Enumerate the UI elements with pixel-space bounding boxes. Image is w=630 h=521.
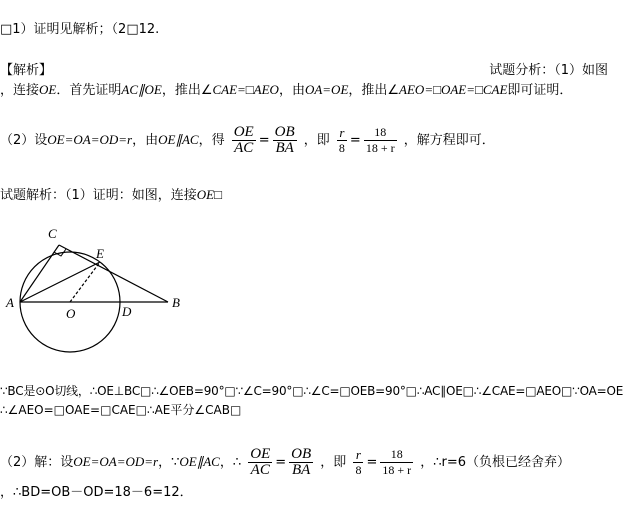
text: ，即 [320,455,347,470]
math: OE=OA=OD=r [47,132,133,147]
line-ae [20,262,100,302]
label-o: O [66,306,76,321]
fraction-r-8-2: $\frac{r}{8}$ [355,447,362,477]
solution-part2-line [0,446,570,479]
text: 试题解析：（1）证明：如图，连接 [0,188,197,203]
text: ，推出∠ [348,83,400,98]
analysis-label: 试题分析：（1）如图 [489,63,608,78]
fraction-ob-ba: $\frac{OB}{BA}$ [274,124,295,156]
analysis-line-3 [0,124,495,157]
text: ，由 [132,133,159,148]
label-d: D [122,304,132,319]
math: OE□ [196,187,222,202]
geometry-diagram [0,218,200,366]
answer-summary: □1）证明见解析；（2□12. [0,22,160,37]
analysis-line-2 [0,81,572,100]
text: ，解方程即可． [403,133,495,148]
text: ，由 [278,83,305,98]
solution-line-1 [0,186,222,205]
math: OE=OA=OD=r [73,454,159,469]
text: ．首先证明 [56,83,122,98]
equals: = [258,133,270,148]
solution-final-line: ，∴BD=OB－OD=18－6=12． [0,485,193,500]
math: CAE=□AEO [212,82,279,97]
line-cb [59,245,168,302]
label-a: A [6,295,14,310]
text: ，∵ [158,455,180,470]
text: ，得 [198,133,225,148]
fraction-ob-ba-2: $\frac{OB}{BA}$ [291,446,312,478]
label-e: E [96,246,104,261]
equals: = [366,455,378,470]
text: （2）设 [0,133,48,148]
math: OE∥AC [158,132,199,147]
equals: = [349,133,361,148]
solution-line-3: ∴∠AEO=□OAE=□CAE□∴AE平分∠CAB□ [0,403,242,417]
math: OE [39,82,57,97]
analysis-heading-row [0,62,630,80]
text: ，∴r=6（负根已经舍弃） [420,455,571,470]
jiexi-title: 【解析】 [0,63,53,78]
math: AEO=□OAE=□CAE [399,82,508,97]
math: OA=OE [304,82,349,97]
label-b: B [172,295,180,310]
text: （2）解：设 [0,455,74,470]
equals: = [275,455,287,470]
label-c: C [48,226,57,241]
text: 即可证明． [507,83,573,98]
fraction-oe-ac: $\frac{OE}{AC}$ [233,124,254,156]
math: AC∥OE [121,82,162,97]
fraction-oe-ac-2: $\frac{OE}{AC}$ [250,446,271,478]
text: ，连接 [0,83,40,98]
line-oe [70,262,100,302]
fraction-18: $\frac{18}{18 + r}$ [365,125,395,155]
solution-line-2: ∵BC是⊙O切线，∴OE⊥BC□∴∠OEB=90°□∵∠C=90°□∴∠C=□OEB=90°□∴AC∥OE□∴∠CAE=□AEO□∵OA=OE [0,384,624,398]
text: ，∴ [219,455,242,470]
fraction-18-2: $\frac{18}{18 + r}$ [382,447,412,477]
fraction-r-8: $\frac{r}{8}$ [338,125,345,155]
math: OE∥AC [179,454,220,469]
text: ，推出∠ [161,83,213,98]
line-ac [20,245,59,302]
text: ，即 [303,133,330,148]
